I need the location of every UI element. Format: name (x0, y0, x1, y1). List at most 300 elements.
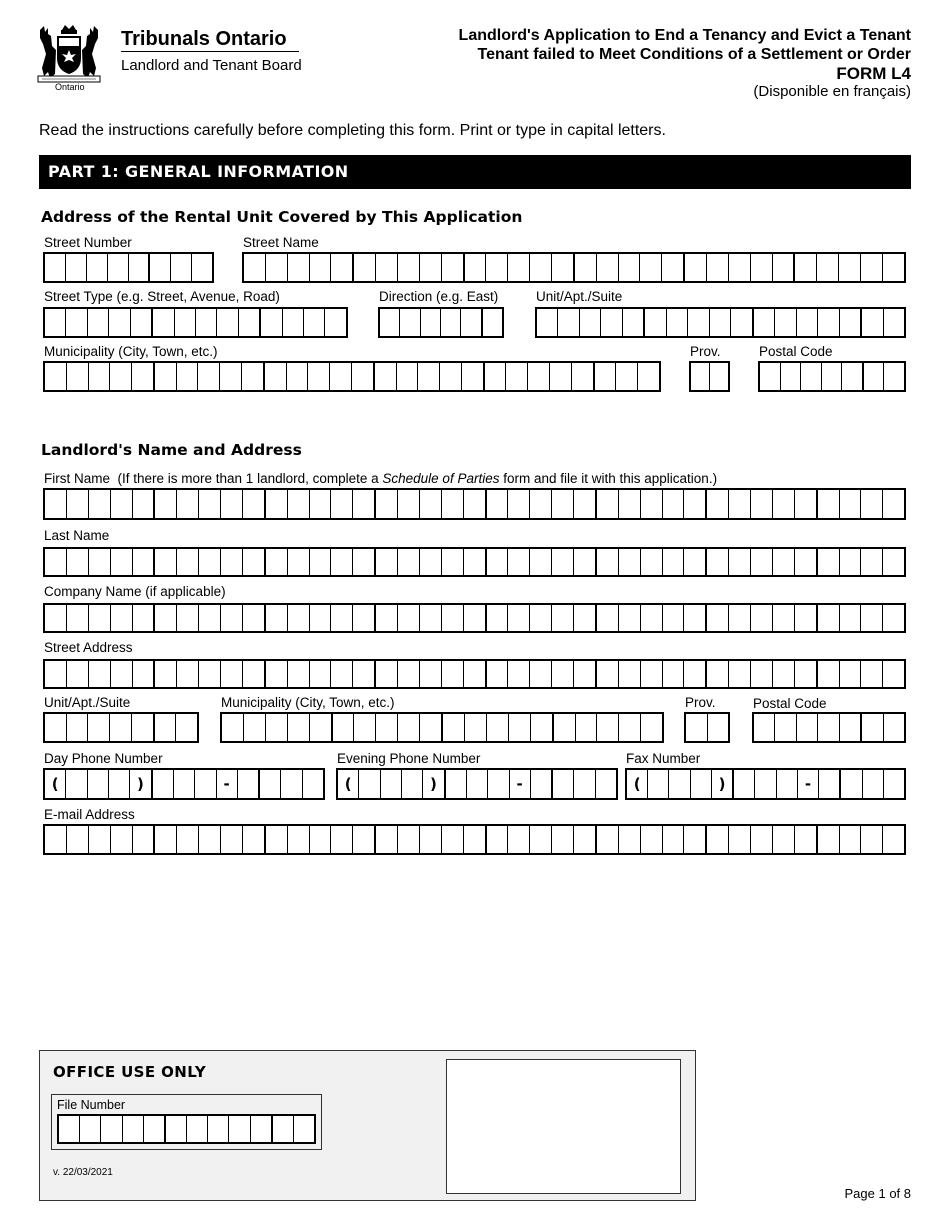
char-cell[interactable] (155, 661, 177, 687)
day-phone-field[interactable] (43, 768, 325, 800)
char-cell[interactable] (175, 309, 196, 336)
char-cell[interactable] (421, 309, 441, 336)
char-cell[interactable] (667, 309, 688, 336)
char-cell[interactable] (310, 826, 332, 853)
char-cell[interactable] (303, 770, 323, 798)
char-cell[interactable] (685, 254, 707, 281)
char-cell[interactable] (376, 549, 398, 575)
char-cell[interactable] (464, 605, 487, 631)
char-cell[interactable] (88, 770, 109, 798)
char-cell[interactable] (420, 490, 442, 518)
landlord-municipality-field[interactable] (220, 712, 664, 743)
char-cell[interactable] (863, 770, 884, 798)
char-cell[interactable] (641, 490, 663, 518)
char-cell[interactable] (353, 605, 376, 631)
char-cell[interactable] (619, 826, 641, 853)
char-cell[interactable] (554, 714, 576, 741)
char-cell[interactable] (663, 549, 685, 575)
char-cell[interactable] (861, 661, 883, 687)
char-cell[interactable] (461, 309, 482, 336)
char-cell[interactable] (575, 254, 597, 281)
char-cell[interactable] (221, 549, 243, 575)
char-cell[interactable] (89, 363, 111, 390)
char-cell[interactable] (442, 605, 464, 631)
char-cell[interactable] (66, 309, 87, 336)
char-cell[interactable] (402, 770, 423, 798)
char-cell[interactable] (773, 549, 795, 575)
char-cell[interactable] (266, 254, 288, 281)
char-cell[interactable] (177, 826, 199, 853)
char-cell[interactable] (508, 605, 530, 631)
char-cell[interactable] (729, 605, 751, 631)
char-cell[interactable] (627, 770, 648, 798)
char-cell[interactable] (131, 309, 153, 336)
landlord-last-name-field[interactable] (43, 547, 906, 577)
char-cell[interactable] (222, 714, 244, 741)
char-cell[interactable] (353, 490, 376, 518)
char-cell[interactable] (45, 661, 67, 687)
char-cell[interactable] (464, 826, 487, 853)
char-cell[interactable] (841, 770, 862, 798)
char-cell[interactable] (798, 770, 819, 798)
char-cell[interactable] (266, 661, 288, 687)
char-cell[interactable] (45, 714, 67, 741)
rental-municipality-field[interactable] (43, 361, 661, 392)
char-cell[interactable] (801, 363, 822, 390)
char-cell[interactable] (208, 1116, 229, 1142)
char-cell[interactable] (111, 549, 133, 575)
char-cell[interactable] (842, 363, 864, 390)
char-cell[interactable] (88, 309, 109, 336)
char-cell[interactable] (552, 254, 575, 281)
rental-street-type-field[interactable] (43, 307, 348, 338)
char-cell[interactable] (243, 661, 266, 687)
char-cell[interactable] (862, 309, 883, 336)
char-cell[interactable] (153, 309, 174, 336)
char-cell[interactable] (707, 254, 729, 281)
char-cell[interactable] (442, 549, 464, 575)
char-cell[interactable] (67, 605, 89, 631)
char-cell[interactable] (595, 363, 617, 390)
char-cell[interactable] (283, 309, 304, 336)
char-cell[interactable] (530, 254, 552, 281)
char-cell[interactable] (243, 605, 266, 631)
char-cell[interactable] (111, 661, 133, 687)
char-cell[interactable] (861, 254, 883, 281)
char-cell[interactable] (442, 254, 465, 281)
char-cell[interactable] (133, 549, 156, 575)
char-cell[interactable] (641, 605, 663, 631)
char-cell[interactable] (773, 661, 795, 687)
char-cell[interactable] (45, 254, 66, 281)
char-cell[interactable] (288, 661, 310, 687)
char-cell[interactable] (487, 490, 509, 518)
char-cell[interactable] (601, 309, 622, 336)
char-cell[interactable] (199, 661, 221, 687)
char-cell[interactable] (260, 770, 281, 798)
char-cell[interactable] (108, 254, 129, 281)
char-cell[interactable] (751, 254, 773, 281)
char-cell[interactable] (110, 363, 132, 390)
char-cell[interactable] (641, 714, 662, 741)
char-cell[interactable] (465, 714, 487, 741)
char-cell[interactable] (153, 770, 174, 798)
file-number-field[interactable] (57, 1114, 316, 1144)
char-cell[interactable] (754, 714, 775, 741)
char-cell[interactable] (45, 605, 67, 631)
char-cell[interactable] (487, 605, 509, 631)
char-cell[interactable] (266, 826, 288, 853)
char-cell[interactable] (710, 363, 728, 390)
char-cell[interactable] (751, 826, 773, 853)
char-cell[interactable] (132, 363, 155, 390)
char-cell[interactable] (707, 826, 729, 853)
char-cell[interactable] (221, 661, 243, 687)
char-cell[interactable] (795, 549, 818, 575)
char-cell[interactable] (353, 661, 376, 687)
char-cell[interactable] (308, 363, 330, 390)
char-cell[interactable] (242, 363, 265, 390)
char-cell[interactable] (777, 770, 798, 798)
char-cell[interactable] (353, 826, 376, 853)
char-cell[interactable] (773, 605, 795, 631)
char-cell[interactable] (155, 605, 177, 631)
char-cell[interactable] (818, 605, 840, 631)
char-cell[interactable] (508, 549, 530, 575)
char-cell[interactable] (144, 1116, 166, 1142)
char-cell[interactable] (111, 490, 133, 518)
char-cell[interactable] (818, 826, 840, 853)
char-cell[interactable] (89, 490, 111, 518)
char-cell[interactable] (67, 490, 89, 518)
char-cell[interactable] (530, 661, 552, 687)
char-cell[interactable] (576, 714, 598, 741)
char-cell[interactable] (310, 714, 333, 741)
char-cell[interactable] (712, 770, 734, 798)
char-cell[interactable] (861, 490, 883, 518)
char-cell[interactable] (331, 490, 353, 518)
char-cell[interactable] (88, 714, 110, 741)
char-cell[interactable] (288, 254, 310, 281)
char-cell[interactable] (487, 826, 509, 853)
landlord-unit-field[interactable] (43, 712, 199, 743)
char-cell[interactable] (420, 549, 442, 575)
char-cell[interactable] (884, 770, 904, 798)
char-cell[interactable] (400, 309, 420, 336)
char-cell[interactable] (483, 309, 502, 336)
char-cell[interactable] (862, 714, 883, 741)
char-cell[interactable] (229, 1116, 250, 1142)
char-cell[interactable] (288, 605, 310, 631)
char-cell[interactable] (797, 309, 818, 336)
char-cell[interactable] (840, 714, 862, 741)
char-cell[interactable] (420, 826, 442, 853)
char-cell[interactable] (795, 605, 818, 631)
char-cell[interactable] (89, 549, 111, 575)
char-cell[interactable] (729, 254, 751, 281)
char-cell[interactable] (883, 490, 904, 518)
char-cell[interactable] (89, 661, 111, 687)
char-cell[interactable] (87, 254, 108, 281)
landlord-prov-field[interactable] (684, 712, 730, 743)
char-cell[interactable] (884, 363, 904, 390)
char-cell[interactable] (775, 309, 796, 336)
char-cell[interactable] (883, 254, 904, 281)
char-cell[interactable] (398, 714, 420, 741)
char-cell[interactable] (462, 363, 485, 390)
char-cell[interactable] (818, 490, 840, 518)
char-cell[interactable] (66, 254, 87, 281)
char-cell[interactable] (486, 254, 508, 281)
char-cell[interactable] (506, 363, 528, 390)
char-cell[interactable] (558, 309, 579, 336)
char-cell[interactable] (217, 770, 238, 798)
char-cell[interactable] (109, 770, 130, 798)
char-cell[interactable] (220, 363, 242, 390)
char-cell[interactable] (669, 770, 690, 798)
char-cell[interactable] (508, 490, 530, 518)
char-cell[interactable] (531, 770, 553, 798)
char-cell[interactable] (818, 714, 839, 741)
char-cell[interactable] (861, 605, 883, 631)
char-cell[interactable] (45, 363, 67, 390)
char-cell[interactable] (442, 826, 464, 853)
char-cell[interactable] (273, 1116, 294, 1142)
char-cell[interactable] (261, 309, 282, 336)
char-cell[interactable] (662, 254, 685, 281)
char-cell[interactable] (199, 490, 221, 518)
char-cell[interactable] (266, 605, 288, 631)
char-cell[interactable] (552, 826, 574, 853)
char-cell[interactable] (221, 490, 243, 518)
char-cell[interactable] (354, 714, 376, 741)
char-cell[interactable] (884, 714, 904, 741)
char-cell[interactable] (795, 254, 817, 281)
char-cell[interactable] (89, 605, 111, 631)
landlord-first-name-field[interactable] (43, 488, 906, 520)
char-cell[interactable] (553, 770, 574, 798)
char-cell[interactable] (67, 661, 89, 687)
char-cell[interactable] (380, 309, 400, 336)
char-cell[interactable] (616, 363, 638, 390)
char-cell[interactable] (822, 363, 843, 390)
char-cell[interactable] (775, 714, 796, 741)
char-cell[interactable] (510, 770, 531, 798)
char-cell[interactable] (641, 661, 663, 687)
char-cell[interactable] (864, 363, 885, 390)
rental-unit-field[interactable] (535, 307, 906, 338)
char-cell[interactable] (331, 549, 353, 575)
char-cell[interactable] (464, 490, 487, 518)
char-cell[interactable] (244, 714, 266, 741)
char-cell[interactable] (243, 490, 266, 518)
char-cell[interactable] (133, 605, 156, 631)
char-cell[interactable] (420, 714, 443, 741)
char-cell[interactable] (488, 770, 509, 798)
char-cell[interactable] (199, 605, 221, 631)
char-cell[interactable] (80, 1116, 101, 1142)
char-cell[interactable] (155, 490, 177, 518)
char-cell[interactable] (166, 1116, 187, 1142)
char-cell[interactable] (288, 549, 310, 575)
char-cell[interactable] (376, 661, 398, 687)
char-cell[interactable] (795, 490, 818, 518)
char-cell[interactable] (840, 549, 862, 575)
char-cell[interactable] (398, 549, 420, 575)
char-cell[interactable] (619, 549, 641, 575)
char-cell[interactable] (552, 661, 574, 687)
char-cell[interactable] (177, 661, 199, 687)
char-cell[interactable] (294, 1116, 314, 1142)
char-cell[interactable] (111, 826, 133, 853)
char-cell[interactable] (773, 254, 796, 281)
char-cell[interactable] (45, 309, 66, 336)
char-cell[interactable] (177, 363, 199, 390)
char-cell[interactable] (130, 770, 152, 798)
landlord-postal-code-field[interactable] (752, 712, 906, 743)
char-cell[interactable] (244, 254, 266, 281)
char-cell[interactable] (420, 254, 442, 281)
char-cell[interactable] (729, 490, 751, 518)
char-cell[interactable] (177, 605, 199, 631)
char-cell[interactable] (550, 363, 572, 390)
char-cell[interactable] (359, 770, 380, 798)
char-cell[interactable] (310, 549, 332, 575)
char-cell[interactable] (288, 826, 310, 853)
char-cell[interactable] (331, 661, 353, 687)
char-cell[interactable] (442, 661, 464, 687)
char-cell[interactable] (861, 826, 883, 853)
rental-direction-field[interactable] (378, 307, 504, 338)
char-cell[interactable] (251, 1116, 273, 1142)
char-cell[interactable] (623, 309, 645, 336)
char-cell[interactable] (883, 605, 904, 631)
char-cell[interactable] (688, 309, 709, 336)
char-cell[interactable] (177, 549, 199, 575)
char-cell[interactable] (376, 605, 398, 631)
char-cell[interactable] (754, 309, 775, 336)
char-cell[interactable] (198, 363, 220, 390)
char-cell[interactable] (67, 714, 89, 741)
char-cell[interactable] (795, 826, 818, 853)
char-cell[interactable] (619, 254, 641, 281)
char-cell[interactable] (817, 254, 839, 281)
rental-prov-field[interactable] (689, 361, 730, 392)
char-cell[interactable] (731, 309, 753, 336)
char-cell[interactable] (684, 605, 707, 631)
char-cell[interactable] (840, 661, 862, 687)
char-cell[interactable] (376, 714, 398, 741)
char-cell[interactable] (67, 826, 89, 853)
char-cell[interactable] (528, 363, 550, 390)
char-cell[interactable] (352, 363, 375, 390)
char-cell[interactable] (572, 363, 595, 390)
char-cell[interactable] (354, 254, 376, 281)
char-cell[interactable] (45, 826, 67, 853)
char-cell[interactable] (398, 490, 420, 518)
char-cell[interactable] (398, 661, 420, 687)
char-cell[interactable] (467, 770, 488, 798)
char-cell[interactable] (310, 605, 332, 631)
char-cell[interactable] (795, 661, 818, 687)
char-cell[interactable] (729, 661, 751, 687)
char-cell[interactable] (574, 770, 595, 798)
char-cell[interactable] (338, 770, 359, 798)
char-cell[interactable] (45, 770, 66, 798)
char-cell[interactable] (638, 363, 659, 390)
char-cell[interactable] (531, 714, 554, 741)
char-cell[interactable] (266, 714, 288, 741)
char-cell[interactable] (446, 770, 467, 798)
char-cell[interactable] (310, 254, 332, 281)
char-cell[interactable] (597, 549, 619, 575)
char-cell[interactable] (734, 770, 755, 798)
char-cell[interactable] (331, 254, 354, 281)
char-cell[interactable] (619, 661, 641, 687)
char-cell[interactable] (287, 363, 309, 390)
char-cell[interactable] (663, 661, 685, 687)
evening-phone-field[interactable] (336, 768, 618, 800)
char-cell[interactable] (465, 254, 487, 281)
char-cell[interactable] (729, 826, 751, 853)
char-cell[interactable] (708, 714, 729, 741)
char-cell[interactable] (331, 605, 353, 631)
char-cell[interactable] (729, 549, 751, 575)
char-cell[interactable] (67, 363, 89, 390)
char-cell[interactable] (266, 549, 288, 575)
char-cell[interactable] (109, 309, 130, 336)
char-cell[interactable] (375, 363, 397, 390)
rental-postal-code-field[interactable] (758, 361, 906, 392)
char-cell[interactable] (123, 1116, 144, 1142)
char-cell[interactable] (760, 363, 781, 390)
char-cell[interactable] (331, 826, 353, 853)
char-cell[interactable] (552, 549, 574, 575)
char-cell[interactable] (333, 714, 355, 741)
landlord-company-name-field[interactable] (43, 603, 906, 633)
char-cell[interactable] (217, 309, 238, 336)
char-cell[interactable] (418, 363, 440, 390)
char-cell[interactable] (530, 490, 552, 518)
char-cell[interactable] (310, 490, 332, 518)
char-cell[interactable] (133, 826, 156, 853)
char-cell[interactable] (398, 605, 420, 631)
char-cell[interactable] (773, 490, 795, 518)
char-cell[interactable] (663, 490, 685, 518)
char-cell[interactable] (574, 661, 597, 687)
char-cell[interactable] (265, 363, 287, 390)
fax-field[interactable] (625, 768, 906, 800)
char-cell[interactable] (755, 770, 776, 798)
char-cell[interactable] (819, 770, 841, 798)
char-cell[interactable] (839, 254, 861, 281)
char-cell[interactable] (398, 254, 420, 281)
char-cell[interactable] (840, 826, 862, 853)
char-cell[interactable] (751, 549, 773, 575)
char-cell[interactable] (304, 309, 325, 336)
char-cell[interactable] (66, 770, 87, 798)
char-cell[interactable] (641, 826, 663, 853)
char-cell[interactable] (155, 363, 177, 390)
char-cell[interactable] (487, 714, 509, 741)
char-cell[interactable] (420, 605, 442, 631)
char-cell[interactable] (508, 661, 530, 687)
char-cell[interactable] (751, 605, 773, 631)
char-cell[interactable] (574, 549, 597, 575)
char-cell[interactable] (485, 363, 507, 390)
char-cell[interactable] (574, 826, 597, 853)
char-cell[interactable] (150, 254, 171, 281)
